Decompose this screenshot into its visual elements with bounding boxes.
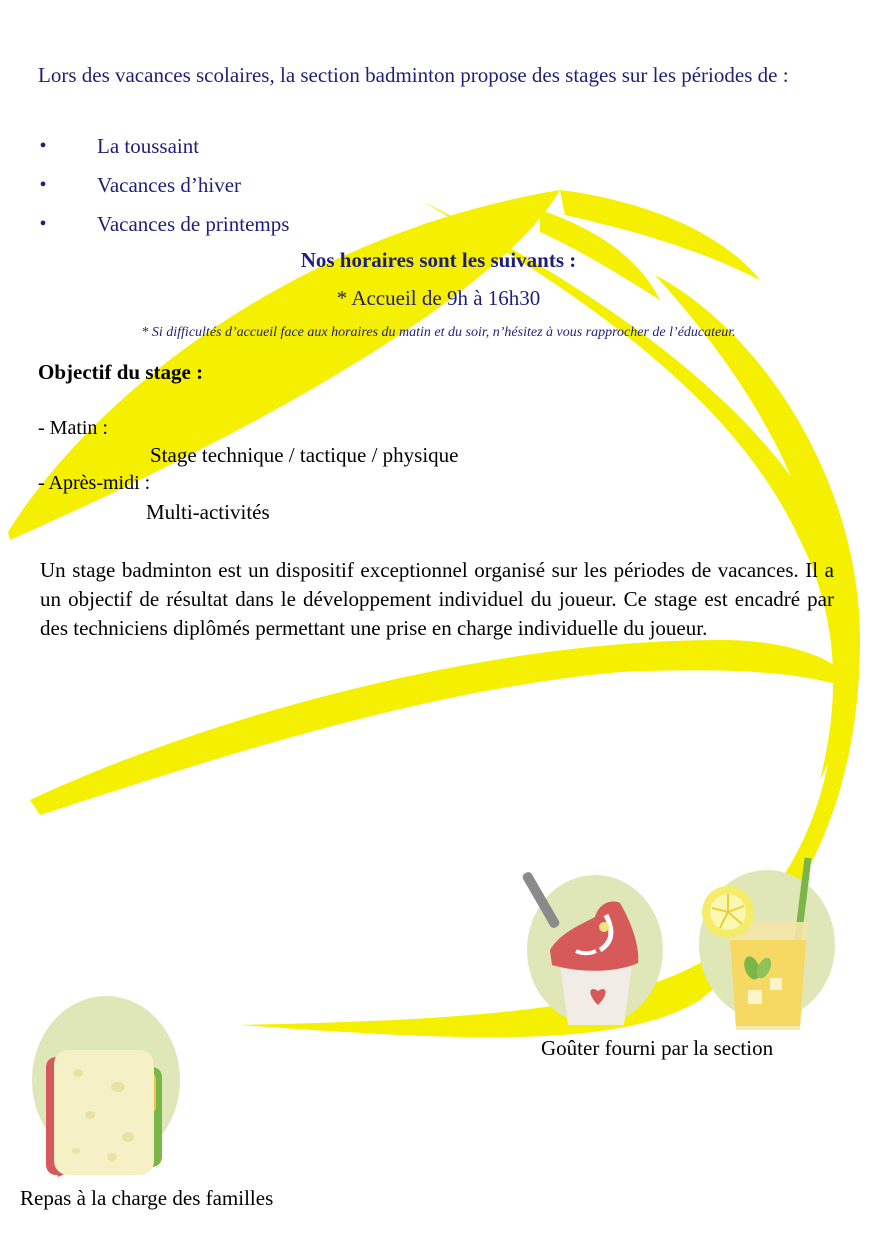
intro-text: Lors des vacances scolaires, la section badminton propose des stages sur les périodes de :	[38, 63, 789, 87]
morning-value: Stage technique / tactique / physique	[150, 443, 459, 467]
afternoon-value: Multi-activités	[146, 500, 270, 524]
objective-title: Objectif du stage :	[38, 360, 204, 384]
list-item	[38, 206, 538, 245]
period-label: Vacances de printemps	[97, 212, 290, 236]
schedule-title: Nos horaires sont les suivants :	[300, 248, 577, 272]
period-label: La toussaint	[97, 134, 200, 158]
afternoon-label: - Après-midi :	[38, 472, 151, 494]
meal-caption: Repas à la charge des familles	[20, 1186, 274, 1210]
bullet-icon: •	[39, 174, 47, 196]
yogurt-cup-icon	[520, 855, 670, 1035]
description-paragraph: Un stage badminton est un dispositif exceptionnel organisé sur les périodes de vacances. Il a un objectif de résultat dans le développement individuel du joueur. Ce stage est encadré par des techniciens diplômés permettant une prise en charge individuelle du joueur.	[40, 558, 834, 640]
schedule-note: * Si difficultés d’accueil face aux horaires du matin et du soir, n’hésitez à vous rapprocher de l’éducateur.	[141, 325, 736, 340]
snack-caption: Goûter fourni par la section	[541, 1036, 774, 1060]
period-label: Vacances d’hiver	[97, 173, 242, 197]
sandwich-icon	[28, 995, 188, 1180]
bullet-icon: •	[39, 135, 47, 157]
schedule-time: * Accueil de 9h à 16h30	[336, 286, 541, 310]
list-item	[38, 128, 538, 167]
bullet-icon: •	[39, 213, 47, 235]
list-item	[38, 167, 538, 206]
morning-label: - Matin :	[38, 417, 108, 439]
lemonade-glass-icon	[690, 850, 840, 1035]
periods-list	[38, 128, 538, 245]
